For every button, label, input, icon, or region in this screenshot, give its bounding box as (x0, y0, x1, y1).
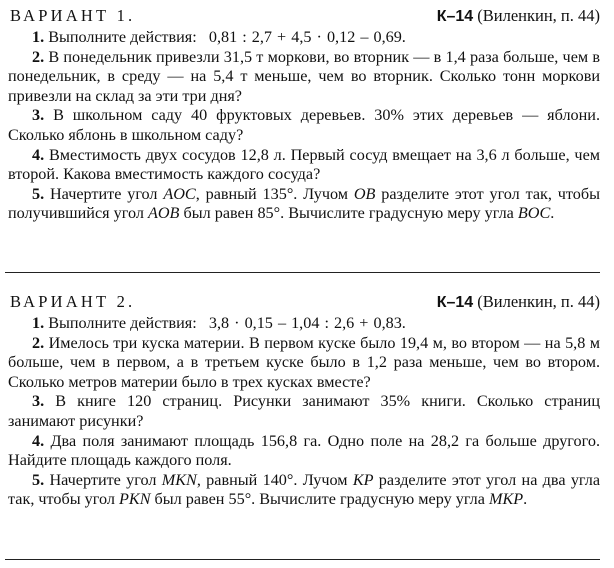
task-text: Выполните действия: (48, 314, 209, 332)
task-text: В школьном саду 40 фруктовых деревьев. 30% этих деревьев — яблони. Сколько яблонь в школьном саду? (8, 106, 600, 144)
variant-2-title: ВАРИАНТ 2. (10, 292, 136, 311)
task-expression: 3,8 · 0,15 – 1,04 : 2,6 + 0,83. (208, 314, 406, 332)
task-text: был равен 85°. Вычислите градусную меру угла (179, 204, 518, 223)
v1-task-3 (8, 106, 600, 145)
task-number: 1. (32, 314, 45, 332)
task-text: был равен 55°. Вычислите градусную меру угла (150, 490, 489, 509)
v1-task-4 (8, 146, 600, 185)
variant-2-code (437, 292, 600, 313)
variant-1-header (8, 6, 600, 28)
ray-name: OB (353, 184, 376, 203)
divider-line (5, 272, 600, 273)
divider-line (5, 559, 600, 560)
test-code: К–14 (436, 8, 474, 25)
variant-1 (8, 6, 600, 224)
task-text: разделите этот угол на два угла так, чтобы угол (8, 470, 600, 509)
v2-task-3 (8, 392, 600, 431)
angle-name: AOB (147, 204, 180, 223)
task-text: . (550, 204, 555, 223)
task-number: 5. (32, 184, 45, 203)
task-expression: 0,81 : 2,7 + 4,5 · 0,12 – 0,69. (208, 28, 406, 46)
test-code: К–14 (436, 294, 474, 311)
angle-name: MKP (488, 490, 524, 509)
ray-name: KP (352, 470, 374, 489)
task-number: 3. (32, 392, 45, 411)
task-number: 4. (32, 431, 45, 450)
variant-2 (8, 292, 600, 510)
task-text: Начертите угол (49, 184, 164, 203)
task-text: Выполните действия: (48, 28, 209, 46)
task-number: 5. (32, 470, 45, 489)
v1-task-1 (8, 28, 600, 48)
task-text: Вместимость двух сосудов 12,8 л. Первый сосуд вмещает на 3,6 л больше, чем второй. Какова вместимость каждого сосуда? (8, 145, 601, 184)
v2-task-4 (8, 432, 600, 471)
variant-2-header (8, 292, 600, 314)
variant-1-code (437, 6, 600, 27)
angle-name: BOC (517, 204, 551, 223)
task-text: Имелось три куска материи. В первом куске было 19,4 м, во втором — на 5,8 м больше, чем в первом, а в третьем куске было в 1,2 раза меньше, чем во втором. Сколько метров материи было в трех кусках вместе? (8, 333, 600, 391)
v1-task-2 (8, 48, 600, 107)
angle-name: PKN (119, 490, 151, 509)
test-source: (Виленкин, п. 44) (473, 6, 600, 25)
task-text: . (523, 490, 528, 509)
task-number: 2. (32, 47, 45, 66)
task-text: разделите этот угол так, чтобы получившийся угол (8, 184, 600, 223)
task-text: , равный 140°. Лучом (196, 470, 353, 489)
v2-task-5 (8, 471, 600, 510)
task-text: В книге 120 страниц. Рисунки занимают 35% книги. Сколько страниц занимают рисунки? (8, 392, 601, 430)
v2-task-1 (8, 314, 600, 334)
task-text: В понедельник привезли 31,5 т моркови, во вторник — в 1,4 раза больше, чем в понедельник, в среду — на 5,4 т меньше, чем во вторник. Сколько тонн моркови привезли на склад за эти три дня? (8, 47, 600, 105)
variant-1-title: ВАРИАНТ 1. (10, 6, 136, 25)
task-text: , равный 135°. Лучом (195, 184, 354, 203)
angle-name: MKN (161, 470, 197, 489)
task-number: 2. (32, 333, 45, 352)
v2-task-2 (8, 334, 600, 393)
task-text: Два поля занимают площадь 156,8 га. Одно поле на 28,2 га больше другого. Найдите площадь каждого поля. (8, 431, 601, 470)
test-source: (Виленкин, п. 44) (473, 292, 600, 311)
task-number: 4. (32, 145, 45, 164)
v1-task-5 (8, 185, 600, 224)
task-number: 1. (32, 28, 45, 46)
task-text: Начертите угол (49, 470, 162, 489)
angle-name: AOC (163, 184, 196, 203)
task-number: 3. (32, 106, 45, 125)
